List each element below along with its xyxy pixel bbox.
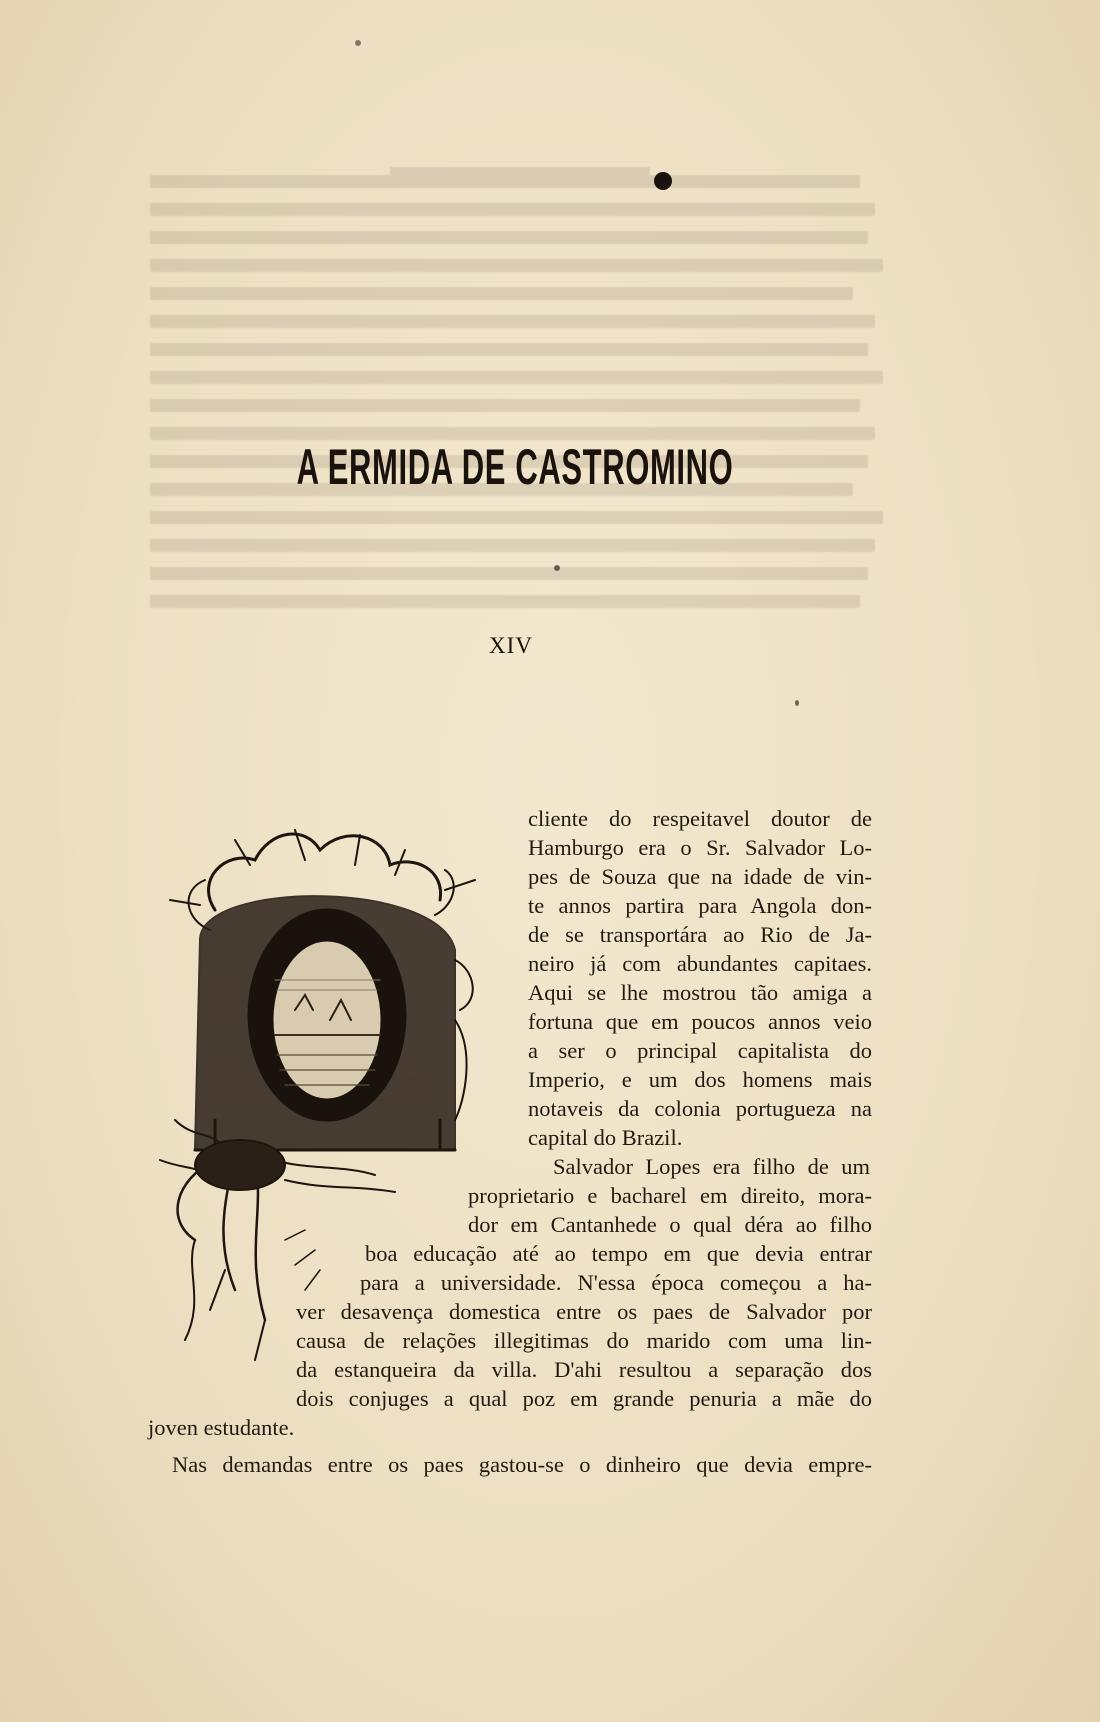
text-line: causa de relações illegitimas do marido com uma lin- (296, 1328, 872, 1353)
chapter-number: XIV (489, 633, 533, 658)
text-line: a ser o principal capitalista do (528, 1038, 872, 1063)
text-line: proprietario e bacharel em direito, mora- (468, 1183, 872, 1208)
text-line: Nas demandas entre os paes gastou-se o dinheiro que devia empre- (172, 1452, 872, 1477)
ink-speck (554, 565, 560, 571)
text-line: para a universidade. N'essa época começou a ha- (360, 1270, 872, 1295)
text-line: de se transportára ao Rio de Ja- (528, 922, 872, 947)
text-line: boa educação até ao tempo em que devia entrar (365, 1241, 872, 1266)
ink-speck (355, 40, 361, 46)
text-line: Hamburgo era o Sr. Salvador Lo- (528, 835, 872, 860)
text-line: dor em Cantanhede o qual déra ao filho (468, 1212, 872, 1237)
text-line: Salvador Lopes era filho de um (553, 1154, 870, 1179)
text-line: da estanqueira da villa. D'ahi resultou a separação dos (296, 1357, 872, 1382)
text-line: capital do Brazil. (528, 1125, 683, 1150)
text-line: ver desavença domestica entre os paes de Salvador por (296, 1299, 872, 1324)
text-line: pes de Souza que na idade de vin- (528, 864, 872, 889)
text-line: cliente do respeitavel doutor de (528, 806, 872, 831)
text-line: te annos partira para Angola don- (528, 893, 872, 918)
text-line: Aqui se lhe mostrou tão amiga a (528, 980, 872, 1005)
text-line: notaveis da colonia portugueza na (528, 1096, 872, 1121)
ink-speck (795, 700, 799, 706)
text-line: joven estudante. (148, 1415, 295, 1440)
bleed-through-text (150, 175, 890, 645)
text-line: neiro já com abundantes capitaes. (528, 951, 872, 976)
text-line: dois conjuges a qual poz em grande penuria a mãe do (296, 1386, 872, 1411)
ink-spot (654, 172, 672, 190)
text-line: fortuna que em poucos annos veio (528, 1009, 872, 1034)
page-title: A ERMIDA DE CASTROMINO (296, 439, 734, 495)
text-line: Imperio, e um dos homens mais (528, 1067, 872, 1092)
